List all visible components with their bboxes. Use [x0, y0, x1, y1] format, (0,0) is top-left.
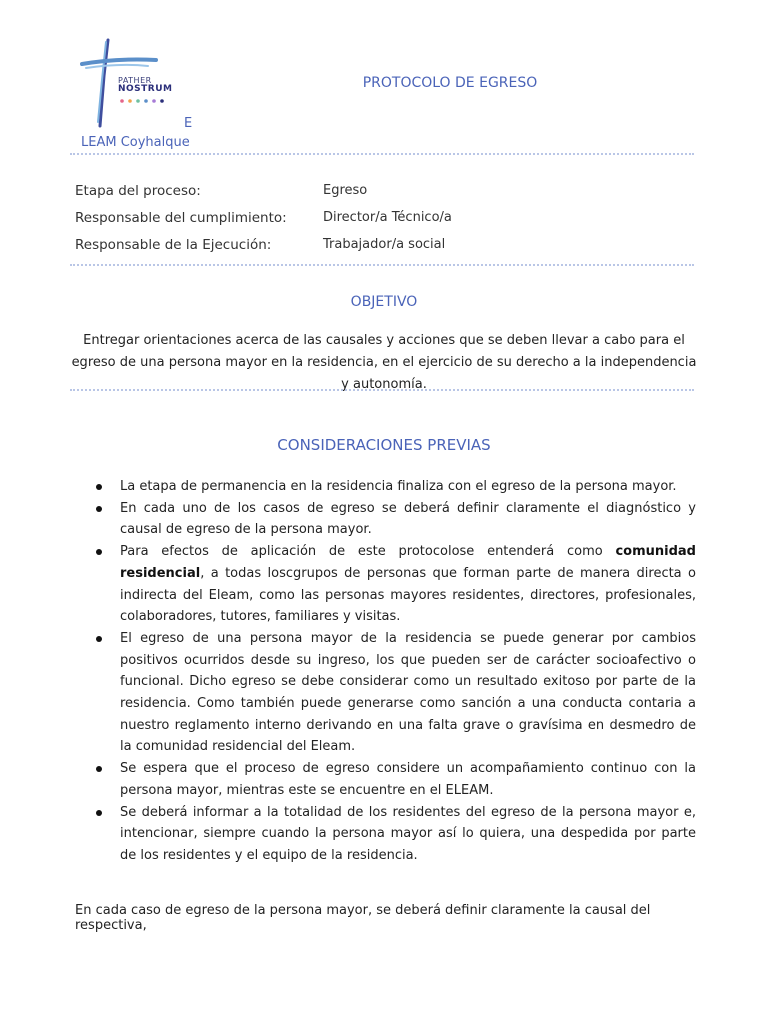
org-name-prefix: E [184, 116, 193, 131]
list-item-text-post: , a todas loscgrupos de personas que forman parte de manera directa o indirecta del Eleam, como las personas mayores residentes, directores, profesionales, colaboradores, tutores, familiares y visitas. [120, 565, 696, 625]
process-info-label: Etapa del proceso: [75, 183, 201, 199]
objective-divider [70, 389, 694, 391]
list-item-bold-term: comunidad residencial [120, 544, 696, 581]
closing-paragraph: En cada caso de egreso de la persona mayor, se deberá definir claramente la causal del respectiva, [75, 903, 651, 933]
process-info-value: Director/a Técnico/a [323, 210, 452, 225]
list-item-text: Se espera que el proceso de egreso considere un acompañamiento continuo con la persona mayor, mientras este se encuentre en el ELEAM. [120, 761, 696, 798]
document-title: PROTOCOLO DE EGRESO [362, 75, 538, 91]
logo-brand-text: NOSTRUM [118, 84, 173, 94]
process-info-label: Responsable de la Ejecución: [75, 237, 272, 253]
info-divider [70, 264, 694, 266]
header-divider [70, 153, 694, 155]
process-info-label: Responsable del cumplimiento: [75, 210, 287, 226]
bullet-icon [96, 766, 102, 772]
list-item [96, 758, 696, 801]
list-item-text: La etapa de permanencia en la residencia finaliza con el egreso de la persona mayor. [120, 479, 677, 494]
list-item [96, 541, 696, 628]
objective-heading: OBJETIVO [350, 294, 418, 310]
objective-text: Entregar orientaciones acerca de las causales y acciones que se deben llevar a cabo para el egreso de una persona mayor en la residencia, en el ejercicio de su derecho a la independencia y autonomía. [71, 333, 697, 392]
process-info-row [75, 183, 695, 203]
list-item [96, 498, 696, 541]
process-info-value: Egreso [323, 183, 368, 198]
logo-top-text: PATHER [118, 76, 152, 85]
list-item-text: En cada uno de los casos de egreso se deberá definir claramente el diagnóstico y causal de egreso de la persona mayor. [120, 500, 696, 538]
list-item [96, 802, 696, 867]
process-info-row [75, 210, 695, 230]
list-item-text: Se deberá informar a la totalidad de los residentes del egreso de la persona mayor e, intencionar, siempre cuando la persona mayor así lo quiera, una despedida por parte de los residentes y el equipo de la residencia. [120, 804, 696, 863]
bullet-icon [96, 484, 102, 490]
org-name: LEAM Coyhalque [81, 135, 190, 150]
list-item [96, 628, 696, 758]
list-item [96, 476, 696, 498]
bullet-icon [96, 810, 102, 816]
process-info-value: Trabajador/a social [323, 237, 446, 252]
bullet-icon [96, 549, 102, 555]
bullet-icon [96, 636, 102, 642]
pather-nostrum-logo [78, 36, 188, 128]
process-info-row [75, 237, 695, 257]
list-item-text-pre: Para efectos de aplicación de este protocolose entenderá como [120, 544, 616, 560]
considerations-list [96, 476, 696, 867]
considerations-heading: CONSIDERACIONES PREVIAS [277, 436, 491, 454]
bullet-icon [96, 506, 102, 512]
list-item-text: El egreso de una persona mayor de la residencia se puede generar por cambios positivos ocurridos desde su ingreso, los que pueden ser de carácter socioafectivo o funcional. Dicho egreso se debe considerar como un resultado exitoso por parte de la residencia. Como también puede generarse como sanción a una conducta contaria a nuestro reglamento interno derivando en una falta grave o gravísima en desmedro de la comunidad residencial del Eleam. [120, 630, 696, 755]
